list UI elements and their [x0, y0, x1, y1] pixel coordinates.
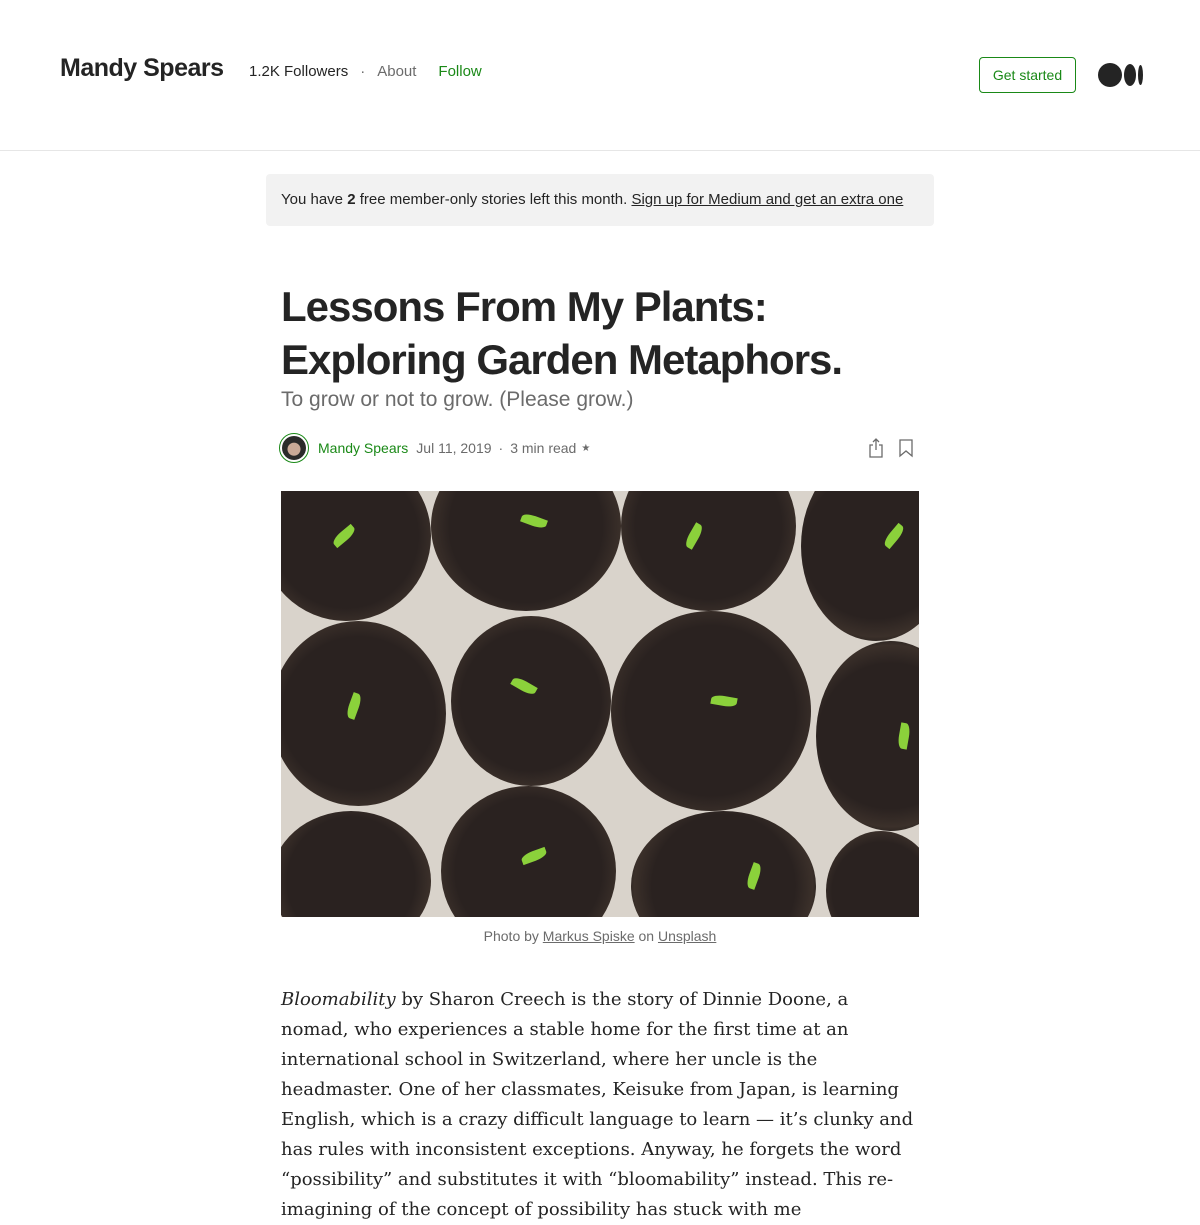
- site-header: [0, 0, 1200, 151]
- header-nav: [249, 63, 494, 80]
- article-paragraph: [281, 985, 921, 1225]
- caption-text: Photo by: [483, 928, 543, 944]
- unsplash-link[interactable]: Unsplash: [657, 928, 717, 944]
- image-caption: [281, 928, 919, 944]
- stories-left-count: 2: [347, 191, 356, 208]
- author-avatar[interactable]: [279, 433, 309, 463]
- member-star-icon: ★: [581, 442, 591, 454]
- followers-link[interactable]: 1.2K Followers: [249, 63, 349, 80]
- share-icon[interactable]: [867, 438, 885, 458]
- article-title: Lessons From My Plants: Exploring Garden Metaphors.: [281, 283, 843, 383]
- medium-logo-icon[interactable]: [1098, 63, 1143, 87]
- separator: ·: [360, 63, 366, 80]
- hero-image: [281, 491, 919, 917]
- paragraph-text: by Sharon Creech is the story of Dinnie Doone, a nomad, who experiences a stable home for the first time at an international school in Switzerland, where her uncle is the headmaster. One of her classmates, Keisuke from Japan, is learning English, which is a crazy difficult language to learn — it’s clunky and has rules with inconsistent exceptions. Anyway, he forgets the word “possibility” and substitutes it with “bloomability” instead. This re-imagining of the concept of possibility has stuck with me: [281, 989, 914, 1220]
- publication-name[interactable]: Mandy Spears: [60, 54, 224, 82]
- author-name[interactable]: Mandy Spears: [318, 440, 409, 456]
- member-stories-banner: [266, 174, 934, 226]
- article-subtitle: To grow or not to grow. (Please grow.): [281, 388, 634, 411]
- caption-text: on: [634, 928, 658, 944]
- get-started-button[interactable]: Get started: [979, 57, 1076, 93]
- separator: ·: [498, 440, 504, 456]
- bookmark-icon[interactable]: [899, 438, 913, 458]
- photographer-link[interactable]: Markus Spiske: [542, 928, 635, 944]
- signup-link[interactable]: Sign up for Medium and get an extra one: [631, 191, 904, 208]
- read-time: 3 min read: [510, 440, 577, 456]
- about-link[interactable]: About: [377, 63, 417, 80]
- book-title: Bloomability: [281, 989, 396, 1010]
- follow-button[interactable]: Follow: [438, 63, 482, 80]
- article-meta: [279, 432, 919, 464]
- banner-text: You have: [281, 191, 348, 208]
- publish-date: Jul 11, 2019: [416, 440, 492, 456]
- banner-text: free member-only stories left this month.: [355, 191, 632, 208]
